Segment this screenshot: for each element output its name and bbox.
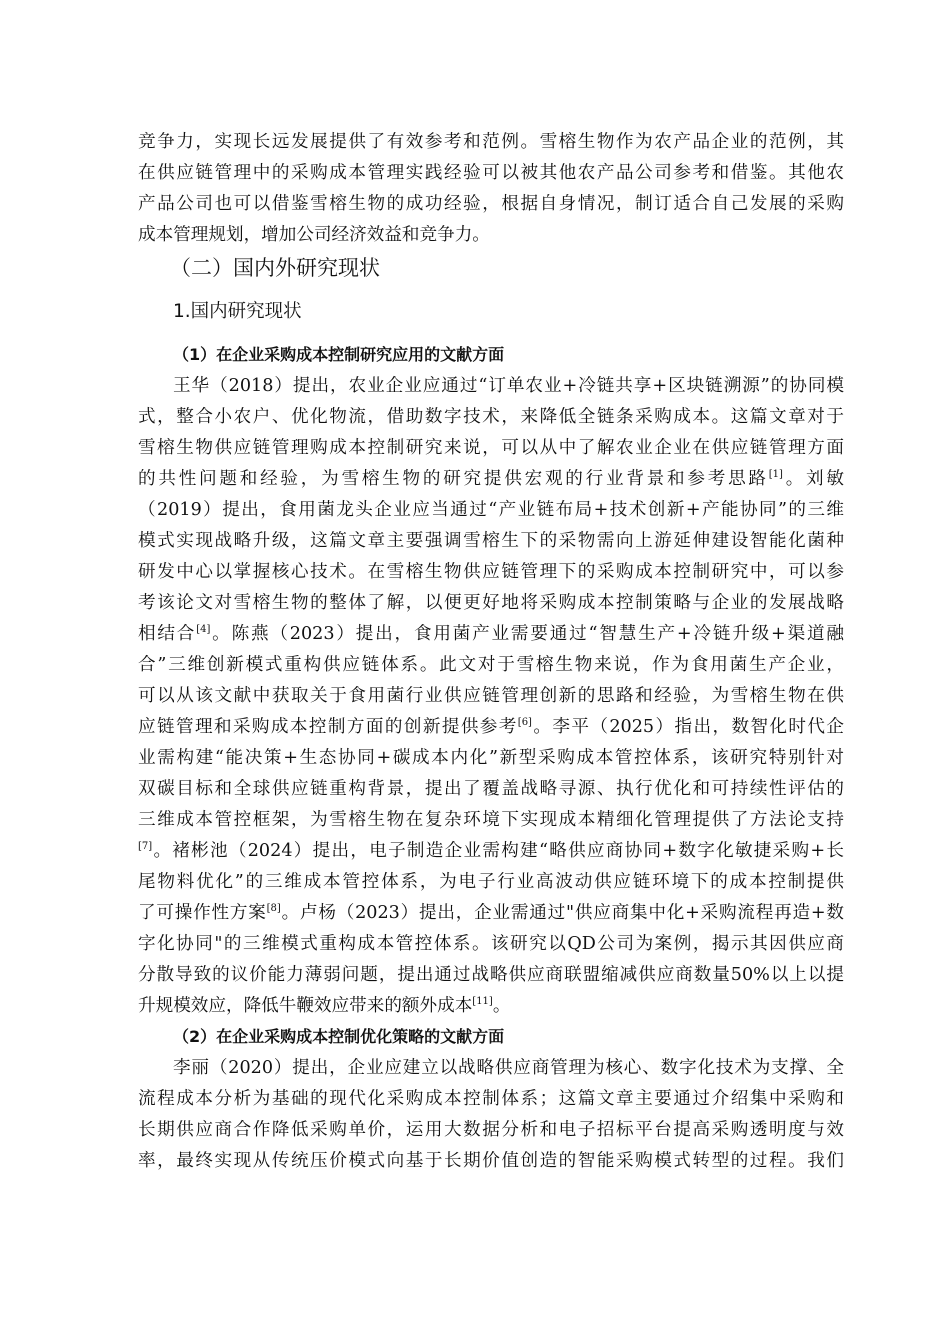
body-text-line: 流程成本分析为基础的现代化采购成本控制体系；这篇文章主要通过介绍集中采购和 <box>138 1089 844 1109</box>
body-text-line: 应链管理和采购成本控制方面的创新提供参考[6]。李平（2025）指出，数智化时代企 <box>138 717 844 737</box>
body-text-line: 升规模效应，降低牛鞭效应带来的额外成本[11]。 <box>138 996 511 1016</box>
section-heading: （二）国内外研究现状 <box>170 256 380 280</box>
body-text-line: 了可操作性方案[8]。卢杨（2023）提出，企业需通过"供应商集中化+采购流程再造+数 <box>138 903 844 923</box>
citation-ref: [1] <box>768 469 783 481</box>
body-text-line: （2019）提出，食用菌龙头企业应当通过“产业链布局+技术创新+产能协同”的三维 <box>138 500 844 520</box>
body-text-line: 率，最终实现从传统压价模式向基于长期价值创造的智能采购模式转型的过程。我们 <box>138 1151 844 1171</box>
body-text-line: 长期供应商合作降低采购单价，运用大数据分析和电子招标平台提高采购透明度与效 <box>138 1120 844 1140</box>
body-text-line: 产品公司也可以借鉴雪榕生物的成功经验，根据自身情况，制订适合自己发展的采购 <box>138 194 844 214</box>
citation-ref: [8] <box>266 903 281 915</box>
body-text-line: 模式实现战略升级，这篇文章主要强调雪榕生下的采物需向上游延伸建设智能化菌种 <box>138 531 844 551</box>
body-text-line: 相结合[4]。陈燕（2023）提出，食用菌产业需要通过“智慧生产+冷链升级+渠道融 <box>138 624 844 644</box>
body-text-line: 双碳目标和全球供应链重构背景，提出了覆盖战略寻源、执行优化和可持续性评估的 <box>138 779 844 799</box>
body-text-line: 王华（2018）提出，农业企业应通过“订单农业+冷链共享+区块链溯源”的协同模 <box>173 376 844 396</box>
citation-ref: [4] <box>196 624 211 636</box>
body-text-line: 竞争力，实现长远发展提供了有效参考和范例。雪榕生物作为农产品企业的范例，其 <box>138 132 844 152</box>
body-text-line: 李丽（2020）提出，企业应建立以战略供应商管理为核心、数字化技术为支撑、全 <box>173 1058 844 1078</box>
body-text-line: 三维成本管控框架，为雪榕生物在复杂环境下实现成本精细化管理提供了方法论支持 <box>138 810 844 830</box>
body-text-line: 分散导致的议价能力薄弱问题，提出通过战略供应商联盟缩减供应商数量50%以上以提 <box>138 965 844 985</box>
citation-ref: [11] <box>472 996 493 1008</box>
body-text-line: 在供应链管理中的采购成本管理实践经验可以被其他农产品公司参考和借鉴。其他农 <box>138 163 844 183</box>
body-text-line: 可以从该文献中获取关于食用菌行业供应链管理创新的思路和经验，为雪榕生物在供 <box>138 686 844 706</box>
part1-heading: （1）在企业采购成本控制研究应用的文献方面 <box>173 345 505 364</box>
body-text-line: 业需构建“能决策+生态协同+碳成本内化”新型采购成本管控体系，该研究特别针对 <box>138 748 844 768</box>
citation-ref: [7] <box>138 841 153 853</box>
body-text-line: 考该论文对雪榕生物的整体了解，以便更好地将采购成本控制策略与企业的发展战略 <box>138 593 844 613</box>
body-text-line: 合”三维创新模式重构供应链体系。此文对于雪榕生物来说，作为食用菌生产企业， <box>138 655 844 675</box>
body-text-line: 雪榕生物供应链管理购成本控制研究来说，可以从中了解农业企业在供应链管理方面 <box>138 438 844 458</box>
citation-ref: [6] <box>517 717 532 729</box>
body-text-line: 字化协同"的三维模式重构成本管控体系。该研究以QD公司为案例，揭示其因供应商 <box>138 934 844 954</box>
body-text-line: 研发中心以掌握核心技术。在雪榕生物供应链管理下的采购成本控制研究中，可以参 <box>138 562 844 582</box>
body-text-line: 成本管理规划，增加公司经济效益和竞争力。 <box>138 225 490 245</box>
body-text-line: [7]。褚彬池（2024）提出，电子制造企业需构建“略供应商协同+数字化敏捷采购+长 <box>138 841 844 861</box>
body-text-line: 的共性问题和经验，为雪榕生物的研究提供宏观的行业背景和参考思路[1]。刘敏 <box>138 469 844 489</box>
subsection-heading: 1.国内研究现状 <box>173 301 302 322</box>
body-text-line: 尾物料优化”的三维成本管控体系，为电子行业高波动供应链环境下的成本控制提供 <box>138 872 844 892</box>
part2-heading: （2）在企业采购成本控制优化策略的文献方面 <box>173 1027 505 1046</box>
body-text-line: 式，整合小农户、优化物流，借助数字技术，来降低全链条采购成本。这篇文章对于 <box>138 407 844 427</box>
